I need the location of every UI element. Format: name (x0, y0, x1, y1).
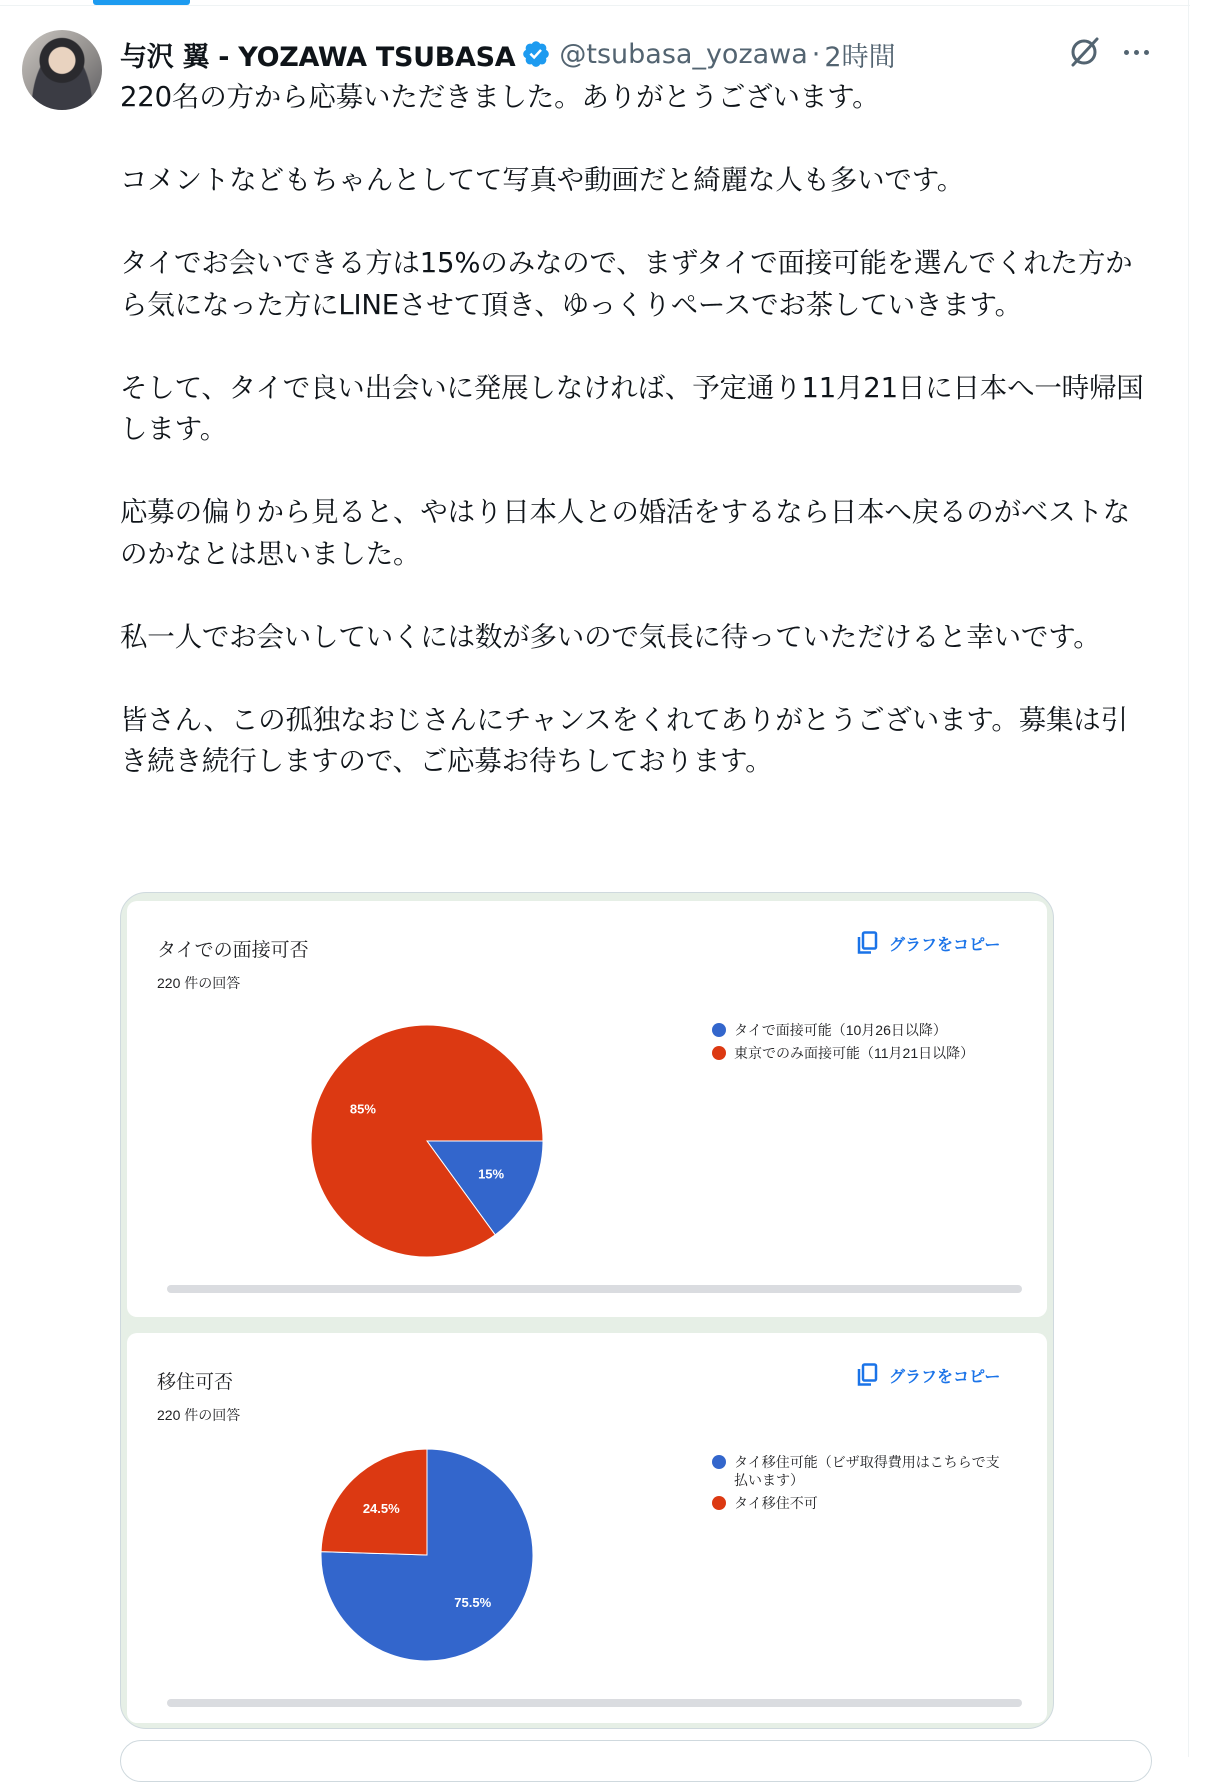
copy-chart-button[interactable] (857, 1363, 1000, 1387)
legend-label: 東京でのみ面接可能（11月21日以降） (734, 1045, 975, 1061)
copy-icon (857, 931, 879, 955)
chart-title: 移住可否 (157, 1372, 234, 1393)
tweet-paragraph: 皆さん、この孤独なおじさんにチャンスをくれてありがとうございます。募集は引き続き続行しますので、ご応募お待ちしております。 (120, 703, 1128, 777)
avatar[interactable] (22, 30, 102, 110)
attached-image[interactable] (120, 892, 1054, 1729)
verified-badge-icon[interactable] (521, 39, 551, 69)
copy-chart-label: グラフをコピー (889, 936, 1001, 954)
copy-icon (857, 1363, 879, 1387)
chart-response-count: 220 件の回答 (157, 1407, 241, 1423)
tweet-header (120, 34, 896, 74)
grok-icon[interactable] (1066, 34, 1102, 70)
legend-swatch (712, 1023, 726, 1037)
chart-title: タイでの面接可否 (157, 940, 309, 961)
chart-response-count: 220 件の回答 (157, 975, 241, 991)
column-border (1188, 0, 1189, 1757)
pie-slice-label: 24.5% (362, 1500, 400, 1516)
pie-slice-label: 75.5% (454, 1595, 492, 1611)
tweet-paragraph: タイでお会いできる方は15%のみなので、まずタイで面接可能を選んでくれた方から気になった方にLINEさせて頂き、ゆっくりペースでお茶していきます。 (120, 247, 1133, 321)
legend-item (712, 1494, 1002, 1512)
tweet-paragraph: 私一人でお会いしていくには数が多いので気長に待っていただけると幸いです。 (120, 620, 1101, 653)
pie-slice-label: 85% (349, 1101, 376, 1117)
copy-chart-button[interactable] (857, 931, 1000, 955)
separator: · (811, 38, 821, 70)
author-name[interactable]: 与沢 翼 - YOZAWA TSUBASA (120, 41, 516, 73)
tweet-paragraph: コメントなどもちゃんとしてて写真や動画だと綺麗な人も多いです。 (120, 164, 965, 196)
pie-chart (307, 1021, 547, 1261)
divider (0, 5, 1190, 6)
pie-chart (317, 1445, 537, 1665)
legend-swatch (712, 1455, 726, 1469)
copy-chart-label: グラフをコピー (889, 1368, 1001, 1386)
legend-label: タイ移住可能（ビザ取得費用はこちらで支払います） (734, 1454, 1000, 1488)
tweet-paragraph: 応募の偏りから見ると、やはり日本人との婚活をするなら日本へ戻るのがベストなのかなとは思いました。 (120, 496, 1131, 570)
tweet-paragraph: そして、タイで良い出会いに発展しなければ、予定通り11月21日に日本へ一時帰国します。 (120, 371, 1144, 445)
pie-slice-label: 15% (478, 1166, 505, 1182)
chart-card-interview (127, 901, 1047, 1317)
legend-label: タイ移住不可 (734, 1495, 818, 1511)
tweet-text (120, 77, 1150, 783)
horizontal-scrollbar[interactable] (167, 1285, 1022, 1293)
horizontal-scrollbar[interactable] (167, 1699, 1022, 1707)
legend-item (712, 1453, 1002, 1489)
legend-item (712, 1021, 1012, 1039)
next-media-card[interactable] (120, 1740, 1152, 1782)
more-icon[interactable] (1116, 38, 1156, 66)
chart-legend (712, 1453, 1002, 1517)
chart-legend (712, 1021, 1012, 1067)
legend-item (712, 1044, 1012, 1062)
timestamp[interactable]: 2時間 (824, 41, 896, 73)
legend-swatch (712, 1046, 726, 1060)
legend-label: タイで面接可能（10月26日以降） (734, 1022, 947, 1038)
chart-card-relocation (127, 1333, 1047, 1723)
legend-swatch (712, 1496, 726, 1510)
author-handle[interactable]: @tsubasa_yozawa (559, 38, 808, 70)
tweet-paragraph: 220名の方から応募いただきました。ありがとうございます。 (120, 81, 880, 113)
